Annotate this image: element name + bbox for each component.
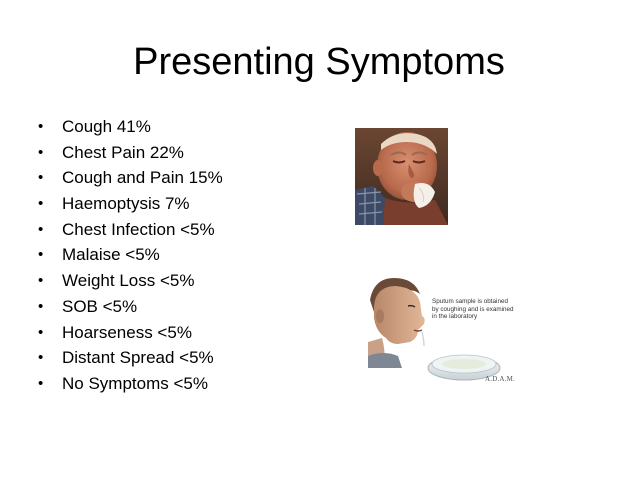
list-item [38,191,338,217]
bullet-icon: • [38,195,44,213]
list-item [38,371,338,397]
bullet-text: Chest Infection <5% [62,219,215,239]
bullet-text: Malaise <5% [62,245,160,265]
list-item [38,268,338,294]
bullet-text: Haemoptysis 7% [62,194,190,214]
caption-line: by coughing and is examined [432,305,514,313]
bullet-icon: • [38,297,44,315]
list-item [38,217,338,243]
coughing-man-icon [355,128,448,225]
bullet-icon: • [38,349,44,367]
slide-title: Presenting Symptoms [133,41,505,83]
bullet-text: No Symptoms <5% [62,373,208,393]
bullet-icon: • [38,118,44,135]
sputum-sample-illustration [368,272,516,394]
list-item [38,320,338,346]
coughing-man-photo [355,128,448,225]
list-item [38,140,338,166]
list-item [38,294,338,320]
bullet-icon: • [38,220,44,238]
bullet-icon: • [38,323,44,341]
caption-line: Sputum sample is obtained [432,298,508,305]
list-item [38,345,338,371]
bullet-icon: • [38,374,44,392]
bullet-text: Cough 41% [62,117,151,136]
list-item [38,114,338,140]
bullet-icon: • [38,169,44,187]
bullet-icon: • [38,272,44,290]
symptom-list [38,114,338,397]
list-item [38,242,338,268]
bullet-text: Cough and Pain 15% [62,168,223,188]
bullet-icon: • [38,143,44,161]
bullet-text: Distant Spread <5% [62,348,214,368]
caption-line: in the laboratory [432,313,478,320]
bullet-icon: • [38,246,44,264]
illustration-caption [432,298,516,321]
list-item [38,165,338,191]
bullet-text: Hoarseness <5% [62,322,192,342]
bullet-text: Chest Pain 22% [62,142,184,162]
adam-logo: A.D.A.M. [485,375,515,383]
bullet-text: SOB <5% [62,296,138,316]
bullet-text: Weight Loss <5% [62,271,195,291]
